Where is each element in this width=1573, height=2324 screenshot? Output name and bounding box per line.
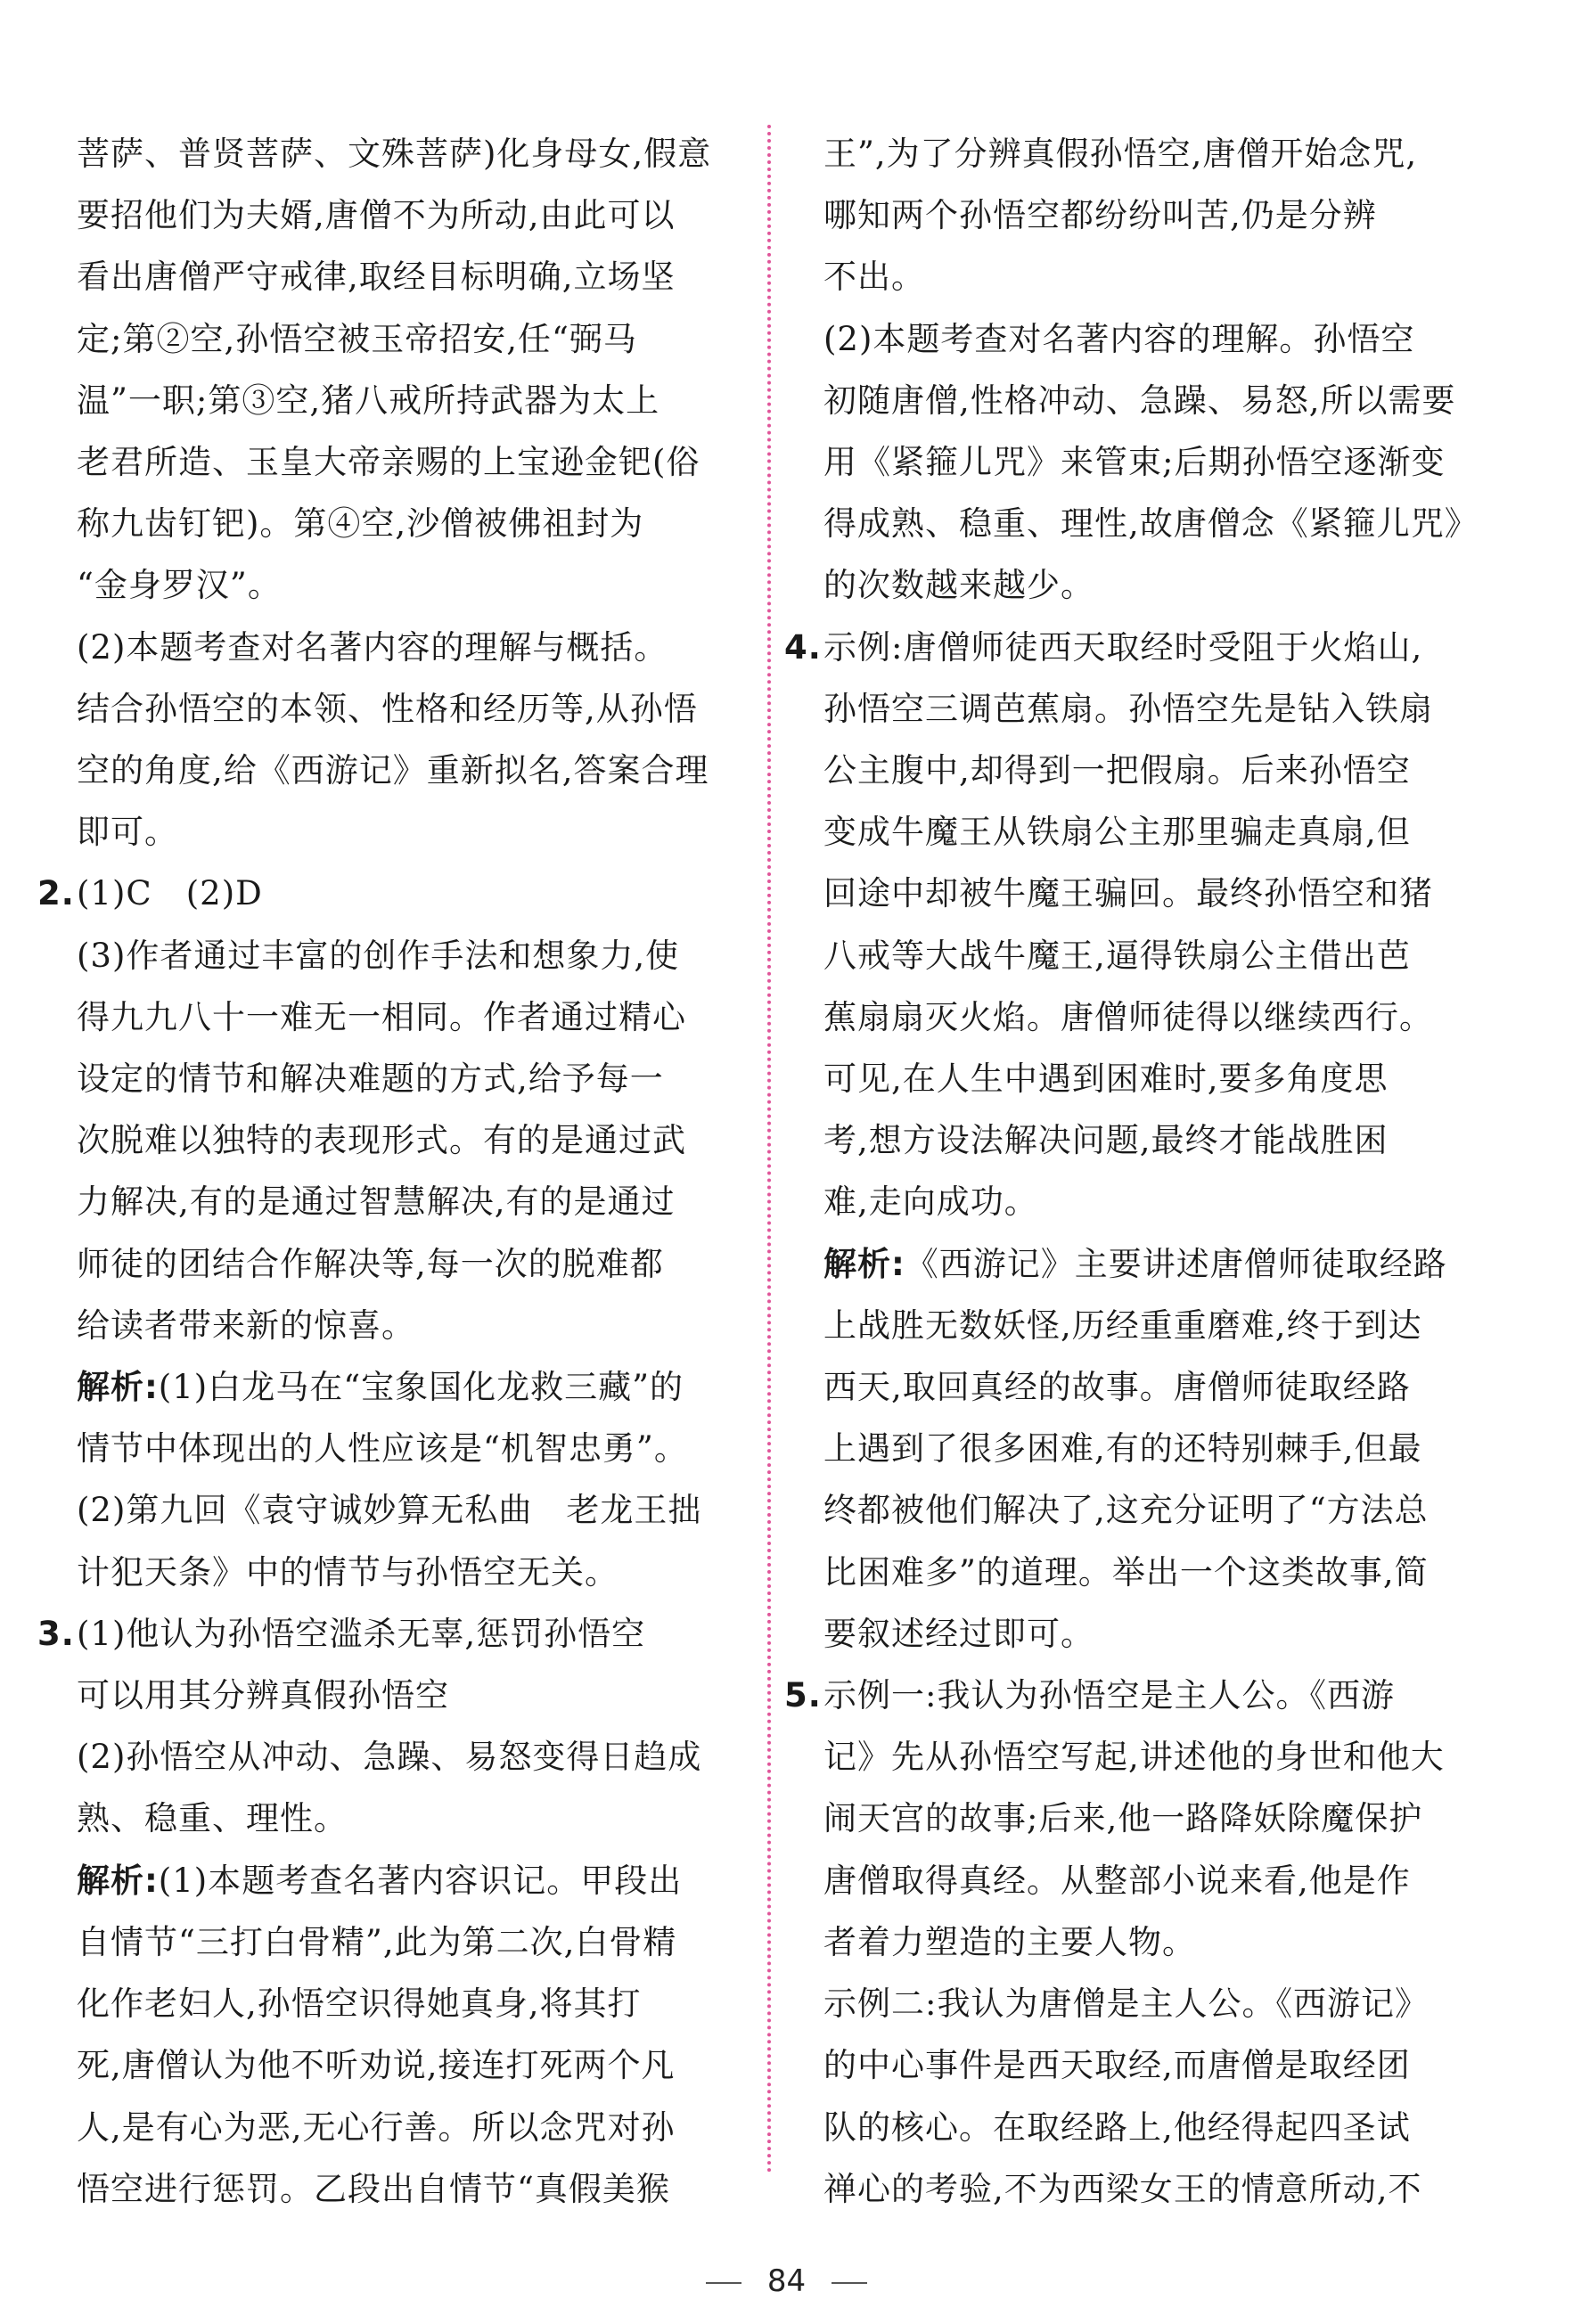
text-line bbox=[37, 554, 741, 616]
line-text: 自情节“三打白骨精”,此为第二次,白骨精 bbox=[77, 1922, 677, 1961]
line-text: 得成熟、稳重、理性,故唐僧念《紧箍儿咒》 bbox=[823, 504, 1479, 544]
text-line bbox=[784, 1295, 1524, 1356]
text-line bbox=[784, 493, 1524, 554]
line-text: 得九九八十一难无一相同。作者通过精心 bbox=[77, 997, 686, 1036]
text-line bbox=[784, 554, 1524, 616]
line-text: 示例一:我认为孙悟空是主人公。《西游 bbox=[823, 1676, 1395, 1715]
line-text: (2)本题考查对名著内容的理解。孙悟空 bbox=[823, 319, 1415, 358]
text-line bbox=[37, 1479, 741, 1541]
text-line bbox=[784, 308, 1524, 370]
footer-dash-left bbox=[706, 2282, 741, 2284]
line-text: 老君所造、玉皇大帝亲赐的上宝逊金钯(俗 bbox=[77, 443, 700, 482]
text-line bbox=[37, 1233, 741, 1295]
text-line bbox=[784, 1788, 1524, 1849]
line-text: 称九齿钉钯)。第④空,沙僧被佛祖封为 bbox=[77, 504, 644, 544]
line-text: 孙悟空三调芭蕉扇。孙悟空先是钻入铁扇 bbox=[823, 689, 1433, 728]
text-line bbox=[37, 246, 741, 307]
line-text: 的中心事件是西天取经,而唐僧是取经团 bbox=[823, 2046, 1411, 2085]
line-text: 师徒的团结合作解决等,每一次的脱难都 bbox=[77, 1244, 664, 1283]
text-line bbox=[784, 1973, 1524, 2034]
line-text: 可以用其分辨真假孙悟空 bbox=[77, 1676, 449, 1715]
line-text: 闹天宫的故事;后来,他一路降妖除魔保护 bbox=[823, 1799, 1423, 1838]
line-text: 次脱难以独特的表现形式。有的是通过武 bbox=[77, 1121, 686, 1160]
line-text: 给读者带来新的惊喜。 bbox=[77, 1305, 415, 1345]
text-line bbox=[784, 184, 1524, 246]
line-text: 比困难多”的道理。举出一个这类故事,简 bbox=[823, 1552, 1429, 1592]
right-column bbox=[784, 123, 1524, 2220]
text-line bbox=[37, 308, 741, 370]
line-text: 记》先从孙悟空写起,讲述他的身世和他大 bbox=[823, 1738, 1445, 1777]
text-line bbox=[37, 2097, 741, 2158]
line-text: 结合孙悟空的本领、性格和经历等,从孙悟 bbox=[77, 689, 698, 728]
text-line bbox=[784, 1356, 1524, 1418]
text-line bbox=[784, 617, 1524, 678]
text-line bbox=[37, 1109, 741, 1171]
line-text: 终都被他们解决了,这充分证明了“方法总 bbox=[823, 1491, 1429, 1530]
line-text: 唐僧取得真经。从整部小说来看,他是作 bbox=[823, 1861, 1411, 1900]
line-text: 上战胜无数妖怪,历经重重磨难,终于到达 bbox=[823, 1305, 1422, 1345]
text-line bbox=[784, 1479, 1524, 1541]
line-text: (1)C (2)D bbox=[77, 874, 263, 913]
text-line bbox=[784, 1542, 1524, 1603]
text-line bbox=[37, 1726, 741, 1788]
line-text: (2)孙悟空从冲动、急躁、易怒变得日趋成 bbox=[77, 1738, 702, 1777]
text-line bbox=[37, 431, 741, 493]
text-line bbox=[37, 2158, 741, 2220]
footer-dash-right bbox=[832, 2282, 867, 2284]
line-text: 者着力塑造的主要人物。 bbox=[823, 1922, 1196, 1961]
question-number: 3. bbox=[37, 1614, 75, 1653]
line-text: 力解决,有的是通过智慧解决,有的是通过 bbox=[77, 1182, 676, 1222]
text-line bbox=[784, 1665, 1524, 1726]
text-line bbox=[37, 1356, 741, 1418]
line-text: (2)本题考查对名著内容的理解与概括。 bbox=[77, 627, 668, 667]
line-text: (3)作者通过丰富的创作手法和想象力,使 bbox=[77, 936, 680, 975]
text-line bbox=[784, 1418, 1524, 1479]
line-text: 不出。 bbox=[823, 258, 925, 297]
text-line bbox=[784, 986, 1524, 1048]
line-text: (1)白龙马在“宝象国化龙救三藏”的 bbox=[158, 1368, 684, 1407]
text-line bbox=[37, 617, 741, 678]
line-text: 可见,在人生中遇到困难时,要多角度思 bbox=[823, 1060, 1389, 1099]
left-column bbox=[37, 123, 741, 2220]
line-text: “金身罗汉”。 bbox=[77, 566, 282, 605]
analysis-label: 解析: bbox=[77, 1368, 159, 1407]
line-text: 定;第②空,孙悟空被玉帝招安,任“弼马 bbox=[77, 319, 637, 358]
analysis-label: 解析: bbox=[77, 1861, 159, 1900]
line-text: 看出唐僧严守戒律,取经目标明确,立场坚 bbox=[77, 258, 676, 297]
column-divider bbox=[767, 125, 771, 2174]
text-line bbox=[784, 801, 1524, 863]
text-line bbox=[37, 184, 741, 246]
line-text: 难,走向成功。 bbox=[823, 1182, 1038, 1222]
line-text: 死,唐僧认为他不听劝说,接连打死两个凡 bbox=[77, 2046, 676, 2085]
text-line bbox=[37, 1171, 741, 1232]
line-text: 王”,为了分辨真假孙悟空,唐僧开始念咒, bbox=[823, 135, 1418, 173]
text-line bbox=[784, 123, 1524, 184]
text-line bbox=[784, 2097, 1524, 2158]
line-text: 菩萨、普贤菩萨、文殊菩萨)化身母女,假意 bbox=[77, 135, 712, 173]
line-text: 禅心的考验,不为西梁女王的情意所动,不 bbox=[823, 2169, 1422, 2208]
text-line bbox=[784, 925, 1524, 986]
text-line bbox=[37, 1542, 741, 1603]
text-line bbox=[784, 740, 1524, 801]
text-line bbox=[784, 2158, 1524, 2220]
text-line bbox=[37, 123, 741, 184]
line-text: 上遇到了很多困难,有的还特别棘手,但最 bbox=[823, 1429, 1422, 1469]
page-number: 84 bbox=[766, 2263, 807, 2299]
line-text: 要叙述经过即可。 bbox=[823, 1614, 1094, 1653]
line-text: 即可。 bbox=[77, 813, 178, 852]
text-line bbox=[37, 801, 741, 863]
line-text: 考,想方设法解决问题,最终才能战胜困 bbox=[823, 1121, 1389, 1160]
text-line bbox=[37, 1048, 741, 1109]
line-text: 计犯天条》中的情节与孙悟空无关。 bbox=[77, 1552, 619, 1592]
line-text: 用《紧箍儿咒》来管束;后期孙悟空逐渐变 bbox=[823, 443, 1446, 482]
text-line bbox=[37, 1665, 741, 1726]
text-line bbox=[37, 1418, 741, 1479]
line-text: 八戒等大战牛魔王,逼得铁扇公主借出芭 bbox=[823, 936, 1411, 975]
line-text: 初随唐僧,性格冲动、急躁、易怒,所以需要 bbox=[823, 381, 1456, 420]
line-text: 队的核心。在取经路上,他经得起四圣试 bbox=[823, 2107, 1411, 2147]
text-line bbox=[37, 1911, 741, 1973]
text-line bbox=[37, 1850, 741, 1911]
question-number: 5. bbox=[784, 1676, 822, 1715]
text-line bbox=[784, 370, 1524, 431]
text-line bbox=[37, 1973, 741, 2034]
text-line bbox=[784, 1171, 1524, 1232]
question-number: 2. bbox=[37, 874, 75, 913]
line-text: 示例二:我认为唐僧是主人公。《西游记》 bbox=[823, 1984, 1429, 2024]
text-line bbox=[784, 1233, 1524, 1295]
text-line bbox=[37, 1788, 741, 1849]
text-line bbox=[784, 431, 1524, 493]
text-line bbox=[784, 2034, 1524, 2096]
line-text: 人,是有心为恶,无心行善。所以念咒对孙 bbox=[77, 2107, 676, 2147]
line-text: 西天,取回真经的故事。唐僧师徒取经路 bbox=[823, 1368, 1411, 1407]
text-line bbox=[784, 1048, 1524, 1109]
text-line bbox=[37, 925, 741, 986]
text-line bbox=[784, 863, 1524, 924]
line-text: 《西游记》主要讲述唐僧师徒取经路 bbox=[905, 1244, 1447, 1283]
text-line bbox=[37, 678, 741, 740]
line-text: 要招他们为夫婿,唐僧不为所动,由此可以 bbox=[77, 196, 676, 235]
text-line bbox=[37, 1603, 741, 1665]
text-line bbox=[37, 493, 741, 554]
line-text: 空的角度,给《西游记》重新拟名,答案合理 bbox=[77, 751, 709, 790]
text-line bbox=[784, 678, 1524, 740]
line-text: 的次数越来越少。 bbox=[823, 566, 1094, 605]
text-line bbox=[784, 1726, 1524, 1788]
text-line bbox=[784, 246, 1524, 307]
text-line bbox=[784, 1850, 1524, 1911]
line-text: 情节中体现出的人性应该是“机智忠勇”。 bbox=[77, 1429, 688, 1469]
line-text: 哪知两个孙悟空都纷纷叫苦,仍是分辨 bbox=[823, 196, 1377, 235]
line-text: 温”一职;第③空,猪八戒所持武器为太上 bbox=[77, 381, 660, 420]
line-text: 回途中却被牛魔王骗回。最终孙悟空和猪 bbox=[823, 874, 1433, 913]
text-line bbox=[37, 2034, 741, 2096]
line-text: 悟空进行惩罚。乙段出自情节“真假美猴 bbox=[77, 2169, 670, 2208]
text-line bbox=[37, 986, 741, 1048]
text-line bbox=[37, 370, 741, 431]
line-text: 示例:唐僧师徒西天取经时受阻于火焰山, bbox=[823, 627, 1423, 667]
text-line bbox=[784, 1911, 1524, 1973]
line-text: 变成牛魔王从铁扇公主那里骗走真扇,但 bbox=[823, 813, 1411, 852]
line-text: 蕉扇扇灭火焰。唐僧师徒得以继续西行。 bbox=[823, 997, 1433, 1036]
text-line bbox=[784, 1603, 1524, 1665]
analysis-label: 解析: bbox=[823, 1244, 905, 1283]
page-footer bbox=[0, 2263, 1573, 2299]
text-line bbox=[37, 740, 741, 801]
line-text: (1)他认为孙悟空滥杀无辜,惩罚孙悟空 bbox=[77, 1614, 646, 1653]
line-text: 公主腹中,却得到一把假扇。后来孙悟空 bbox=[823, 751, 1411, 790]
question-number: 4. bbox=[784, 627, 822, 667]
text-line bbox=[37, 863, 741, 924]
line-text: 设定的情节和解决难题的方式,给予每一 bbox=[77, 1060, 664, 1099]
text-line bbox=[37, 1295, 741, 1356]
line-text: 化作老妇人,孙悟空识得她真身,将其打 bbox=[77, 1984, 642, 2024]
line-text: (2)第九回《袁守诚妙算无私曲 老龙王拙 bbox=[77, 1491, 702, 1530]
text-line bbox=[784, 1109, 1524, 1171]
line-text: 熟、稳重、理性。 bbox=[77, 1799, 348, 1838]
line-text: (1)本题考查名著内容识记。甲段出 bbox=[158, 1861, 683, 1900]
